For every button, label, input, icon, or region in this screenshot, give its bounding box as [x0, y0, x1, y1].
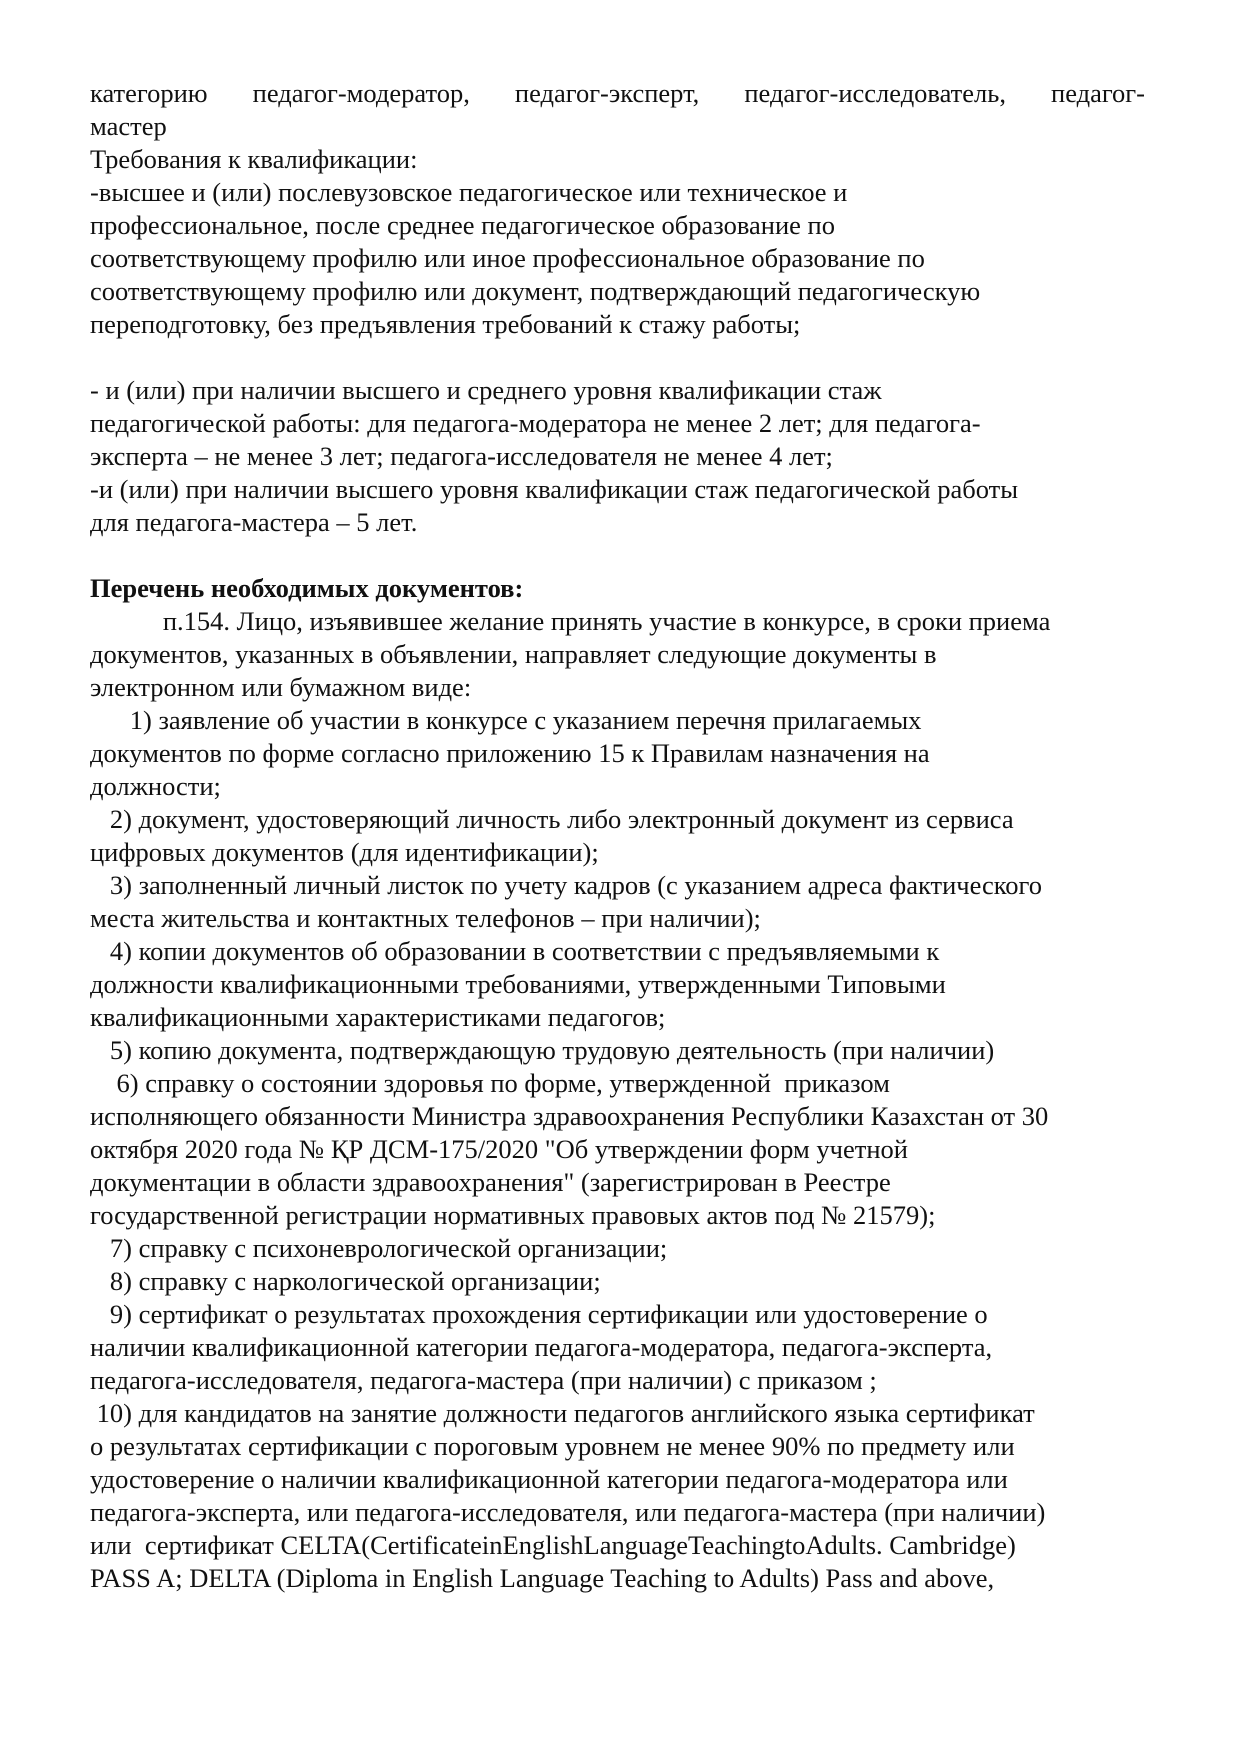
text-line: Требования к квалификации: [90, 144, 418, 174]
text-line: категорию педагог-модератор, педагог-эксперт, педагог-исследователь, педагог- [90, 78, 1145, 108]
list-line: документов по форме согласно приложению 15 к Правилам назначения на [90, 738, 930, 768]
list-line: п.154. Лицо, изъявившее желание принять участие в конкурсе, в сроки приема [90, 606, 1051, 636]
text-line: переподготовку, без предъявления требований к стажу работы; [90, 309, 801, 339]
experience-section [90, 374, 1145, 539]
text-line: -и (или) при наличии высшего уровня квалификации стаж педагогической работы [90, 474, 1019, 504]
list-line: 6) справку о состоянии здоровья по форме, утвержденной приказом [90, 1068, 890, 1098]
list-line: PASS A; DELTA (Diploma in English Language Teaching to Adults) Pass and above, [90, 1563, 995, 1593]
list-line: октября 2020 года № ҚР ДСМ-175/2020 "Об утверждении форм учетной [90, 1134, 908, 1164]
text-line: эксперта – не менее 3 лет; педагога-исследователя не менее 4 лет; [90, 441, 833, 471]
text-line: соответствующему профилю или иное профессиональное образование по [90, 243, 925, 273]
list-line: удостоверение о наличии квалификационной категории педагога-модератора или [90, 1464, 1008, 1494]
list-line: государственной регистрации нормативных правовых актов под № 21579); [90, 1200, 936, 1230]
text-line: - и (или) при наличии высшего и среднего уровня квалификации стаж [90, 375, 882, 405]
list-line: цифровых документов (для идентификации); [90, 837, 599, 867]
list-line: 9) сертификат о результатах прохождения сертификации или удостоверение о [90, 1299, 988, 1329]
documents-list [90, 605, 1145, 1595]
list-line: 8) справку с наркологической организации; [90, 1266, 601, 1296]
list-line: о результатах сертификации с пороговым уровнем не менее 90% по предмету или [90, 1431, 1015, 1461]
list-line: 10) для кандидатов на занятие должности педагогов английского языка сертификат [90, 1398, 1035, 1428]
list-line: исполняющего обязанности Министра здравоохранения Республики Казахстан от 30 [90, 1101, 1049, 1131]
list-line: документации в области здравоохранения" (зарегистрирован в Реестре [90, 1167, 891, 1197]
section-heading: Перечень необходимых документов: [90, 573, 524, 603]
text-line: -высшее и (или) послевузовское педагогическое или техническое и [90, 177, 848, 207]
paragraph-gap [90, 539, 1145, 572]
list-line: квалификационными характеристиками педагогов; [90, 1002, 666, 1032]
text-line: соответствующему профилю или документ, подтверждающий педагогическую [90, 276, 981, 306]
list-line: места жительства и контактных телефонов – при наличии); [90, 903, 761, 933]
paragraph-gap [90, 341, 1145, 374]
list-line: 5) копию документа, подтверждающую трудовую деятельность (при наличии) [90, 1035, 995, 1065]
list-line: 2) документ, удостоверяющий личность либо электронный документ из сервиса [90, 804, 1014, 834]
list-line: 7) справку с психоневрологической организации; [90, 1233, 668, 1263]
list-line: документов, указанных в объявлении, направляет следующие документы в [90, 639, 937, 669]
text-line: для педагога-мастера – 5 лет. [90, 507, 418, 537]
list-line: педагога-исследователя, педагога-мастера (при наличии) с приказом ; [90, 1365, 877, 1395]
list-line: электронном или бумажном виде: [90, 672, 472, 702]
list-line: 4) копии документов об образовании в соответствии с предъявляемыми к [90, 936, 940, 966]
list-line: педагога-эксперта, или педагога-исследователя, или педагога-мастера (при наличии) [90, 1497, 1046, 1527]
list-line: должности квалификационными требованиями, утвержденными Типовыми [90, 969, 946, 999]
list-line: должности; [90, 771, 221, 801]
list-line: или сертификат CELTA(CertificateinEnglishLanguageTeachingtoAdults. Cambridge) [90, 1530, 1016, 1560]
text-line: профессиональное, после среднее педагогическое образование по [90, 210, 835, 240]
list-line: 3) заполненный личный листок по учету кадров (с указанием адреса фактического [90, 870, 1043, 900]
text-line: педагогической работы: для педагога-модератора не менее 2 лет; для педагога- [90, 408, 981, 438]
text-line: мастер [90, 111, 167, 141]
list-line: наличии квалификационной категории педагога-модератора, педагога-эксперта, [90, 1332, 993, 1362]
document-body [90, 77, 1145, 1595]
intro-section [90, 77, 1145, 341]
list-line: 1) заявление об участии в конкурсе с указанием перечня прилагаемых [90, 705, 922, 735]
